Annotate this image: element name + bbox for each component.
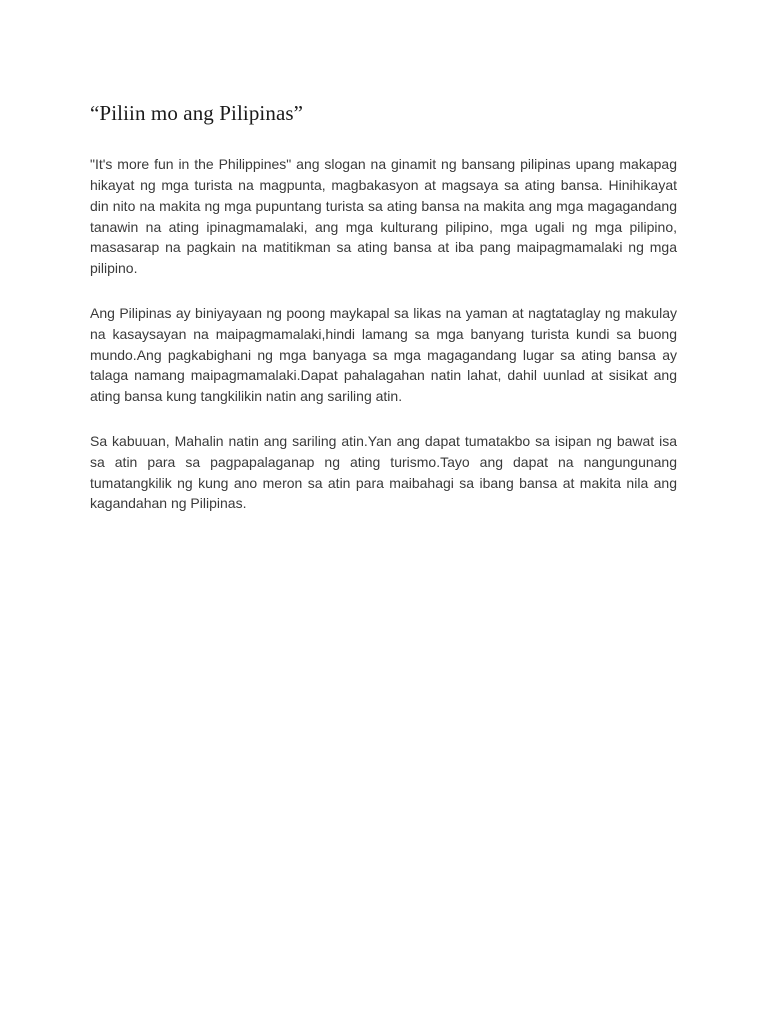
paragraph-1: "It's more fun in the Philippines" ang slogan na ginamit ng bansang pilipinas upang makapag hikayat ng mga turista na magpunta, magbakasyon at magsaya sa ating bansa. Hinihikayat din nito na makita ng mga pupuntang turista sa ating bansa na makita ang mga magagandang tanawin na ating ipinagmamalaki, ang mga kulturang pilipino, mga ugali ng mga pilipino, masasarap na pagkain na matitikman sa ating bansa at iba pang maipagmamalaki ng mga pilipino. [90,156,677,277]
paragraph-3: Sa kabuuan, Mahalin natin ang sariling atin.Yan ang dapat tumatakbo sa isipan ng bawat isa sa atin para sa pagpapalaganap ng ating turismo.Tayo ang dapat na nangungunang tumatangkilik ng kung ano meron sa atin para maibahagi sa ibang bansa at makita nila ang kagandahan ng Pilipinas. [90,433,677,512]
document-title: “Piliin mo ang Pilipinas” [90,101,304,125]
paragraph-2: Ang Pilipinas ay biniyayaan ng poong maykapal sa likas na yaman at nagtataglay ng makulay na kasaysayan na maipagmamalaki,hindi lamang sa mga banyang turista kundi sa buong mundo.Ang pagkabighani ng mga banyaga sa mga magagandang lugar sa ating bansa ay talaga namang maipagmamalaki.Dapat pahalagahan natin lahat, dahil uunlad at sisikat ang ating bansa kung tangkilikin natin ang sariling atin. [90,305,677,405]
document-body [90,100,677,538]
